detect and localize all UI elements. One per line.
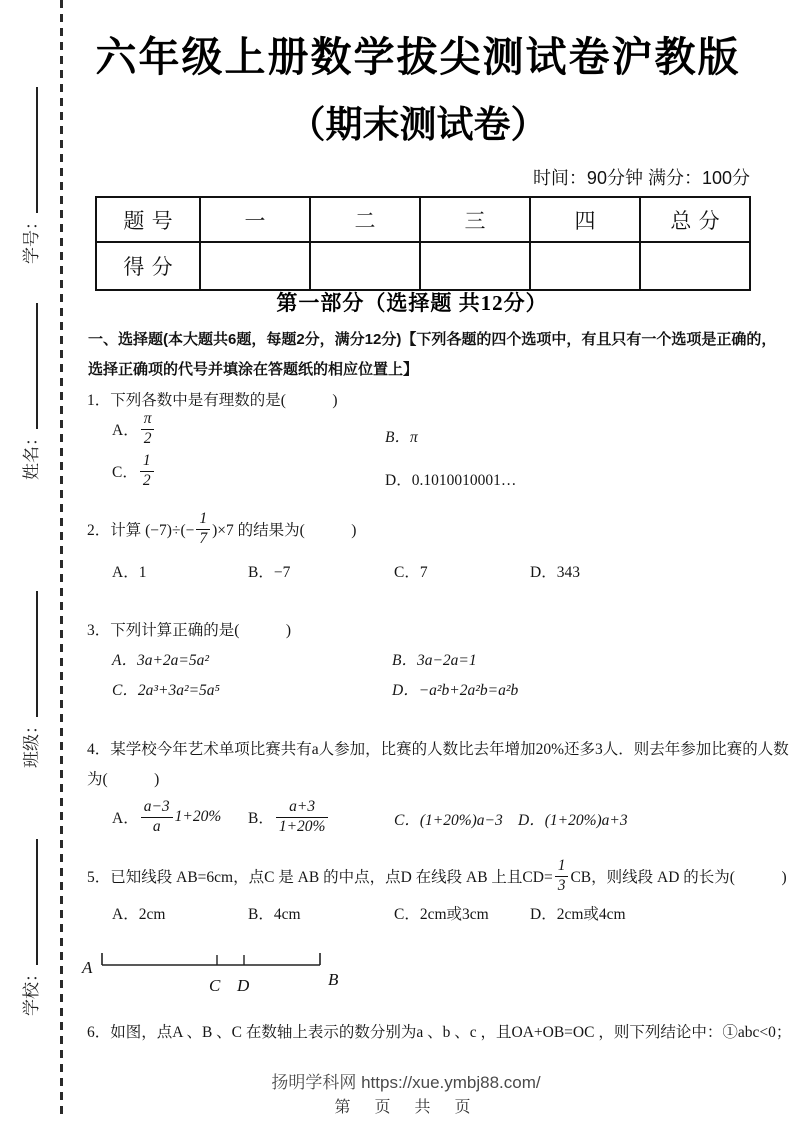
- student-id-field: [17, 74, 41, 264]
- score-table-cell: 三: [420, 197, 530, 242]
- diagram-label-a: A: [82, 958, 93, 977]
- q2-option-d: D．343: [530, 564, 580, 581]
- school-blank: [21, 839, 38, 965]
- q2-option-c: C．7: [394, 564, 428, 581]
- question-4-line2: 为( ): [87, 771, 160, 788]
- q1-option-a-label: A．: [112, 422, 139, 440]
- student-name-label: 姓名：: [21, 429, 41, 480]
- q1-option-d: D．0.1010010001…: [385, 472, 517, 489]
- diagram-label-b: B: [328, 970, 339, 989]
- school-field: [17, 826, 41, 1016]
- class-label: 班级：: [21, 717, 41, 768]
- question-2-text: 2．计算 (−7)÷(− $\frac{1}{7}$ )×7 的结果为( ): [87, 509, 357, 547]
- question-1-text: 1．下列各数中是有理数的是( ): [87, 392, 338, 409]
- q5-option-c: C．2cm或3cm: [394, 906, 489, 923]
- class-field: [17, 578, 41, 768]
- student-id-label: 学号：: [21, 213, 41, 264]
- q5-option-a: A．2cm: [112, 906, 166, 923]
- score-table-empty-cell: [530, 242, 640, 290]
- q1-option-c-label: C．: [112, 464, 138, 482]
- q3-option-b: B．3a−2a=1: [392, 652, 477, 669]
- instructions-line2: 选择正确项的代号并填涂在答题纸的相应位置上】: [88, 361, 419, 378]
- q1-option-c: [112, 452, 156, 490]
- time-score-info: 时间：90分钟 满分：100分: [532, 168, 750, 188]
- part-one-title: 第一部分（选择题 共12分）: [276, 291, 548, 315]
- line-segment-diagram: [78, 943, 368, 998]
- score-table-cell: 二: [310, 197, 420, 242]
- score-table-cell: 一: [200, 197, 310, 242]
- score-table-score-row: [96, 242, 750, 290]
- q4-option-c: C．(1+20%)a−3: [394, 812, 503, 829]
- q4-option-d: D．(1+20%)a+3: [518, 812, 628, 829]
- score-table-cell: 得分: [96, 242, 200, 290]
- question-3-text: 3．下列计算正确的是( ): [87, 622, 292, 639]
- q4-option-a: A． $\frac{a-3}{a}$ 1+20%: [112, 797, 222, 835]
- q3-option-c: C．2a³+3a²=5a⁵: [112, 682, 220, 699]
- score-table: [95, 196, 751, 291]
- score-table-cell: 四: [530, 197, 640, 242]
- q5-option-d: D．2cm或4cm: [530, 906, 626, 923]
- q1-option-c-fraction: $\frac{1}{2}$: [140, 452, 154, 490]
- q1-option-a-fraction: $\frac{\pi}{2}$: [141, 410, 155, 448]
- school-label: 学校：: [21, 965, 41, 1016]
- question-5-text: 5．已知线段 AB=6cm，点C 是 AB 的中点，点D 在线段 AB 上且CD= $\frac{1}{3}$ CB，则线段 AD 的长为( ): [87, 856, 787, 894]
- score-table-empty-cell: [310, 242, 420, 290]
- page-subtitle: （期末测试卷）: [288, 104, 548, 145]
- q1-option-b: B．π: [385, 429, 418, 446]
- q3-option-a: A．3a+2a=5a²: [112, 652, 210, 669]
- score-table-empty-cell: [420, 242, 530, 290]
- footer-page-number: 第 页 共 页: [334, 1099, 478, 1116]
- student-name-field: [17, 290, 41, 480]
- q5-option-b: B．4cm: [248, 906, 301, 923]
- q2-option-b: B．−7: [248, 564, 291, 581]
- score-table-cell: 总分: [640, 197, 750, 242]
- q4-option-b-fraction: $\frac{a+3}{1+20\%}$: [276, 798, 329, 836]
- footer-site-url: 扬明学科网 https://xue.ymbj88.com/: [271, 1073, 541, 1092]
- q2-option-a: A．1: [112, 564, 147, 581]
- q2-fraction: $\frac{1}{7}$: [196, 510, 210, 548]
- score-table-empty-cell: [640, 242, 750, 290]
- diagram-label-c: C: [209, 976, 221, 995]
- student-name-blank: [21, 303, 38, 429]
- class-blank: [21, 591, 38, 717]
- q4-option-a-fraction: $\frac{a-3}{a}$: [141, 798, 173, 836]
- instructions-line1: 一、选择题(本大题共6题，每题2分，满分12分)【下列各题的四个选项中，有且只有一个选项是正确的，: [88, 331, 777, 348]
- question-6-text: 6．如图，点A 、B 、C 在数轴上表示的数分别为a 、b 、c ，且OA+OB=OC ，则下列结论中：①abc<0；: [87, 1024, 792, 1041]
- student-id-blank: [21, 87, 38, 213]
- score-table-cell: 题号: [96, 197, 200, 242]
- q5-fraction: $\frac{1}{3}$: [555, 857, 569, 895]
- q1-option-a: [112, 410, 156, 448]
- q4-option-b: B． $\frac{a+3}{1+20\%}$: [248, 790, 330, 844]
- q3-option-d: D．−a²b+2a²b=a²b: [392, 682, 519, 699]
- question-4-line1: 4．某学校今年艺术单项比赛共有a人参加，比赛的人数比去年增加20%还多3人．则去年参加比赛的人数: [87, 741, 789, 758]
- score-table-header-row: [96, 197, 750, 242]
- page-title: 六年级上册数学拔尖测试卷沪教版: [95, 34, 741, 80]
- score-table-empty-cell: [200, 242, 310, 290]
- diagram-label-d: D: [237, 976, 250, 995]
